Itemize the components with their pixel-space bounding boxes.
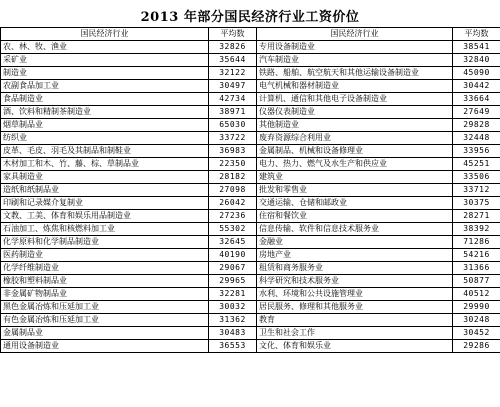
left-average-wage-cell: 65030 (209, 119, 257, 132)
left-average-wage-cell: 22350 (209, 158, 257, 171)
table-row (1, 67, 500, 80)
table-row (1, 197, 500, 210)
table-row (1, 119, 500, 132)
left-average-wage-cell: 27098 (209, 184, 257, 197)
right-industry-cell: 电力、热力、燃气及水生产和供应业 (257, 158, 453, 171)
right-industry-cell: 铁路、船舶、航空航天和其他运输设备制造业 (257, 67, 453, 80)
left-average-wage-cell: 32826 (209, 41, 257, 54)
left-industry-cell: 化学原料和化学制品制造业 (1, 236, 209, 249)
left-average-wage-cell: 38971 (209, 106, 257, 119)
right-average-wage-cell: 29990 (453, 301, 500, 314)
right-industry-cell: 住宿和餐饮业 (257, 210, 453, 223)
column-header-industry-right: 国民经济行业 (257, 28, 453, 41)
right-average-wage-cell: 50877 (453, 275, 500, 288)
right-average-wage-cell: 30248 (453, 314, 500, 327)
left-industry-cell: 农、林、牧、渔业 (1, 41, 209, 54)
left-industry-cell: 黑色金属冶炼和压延加工业 (1, 301, 209, 314)
right-average-wage-cell: 27649 (453, 106, 500, 119)
right-average-wage-cell: 29286 (453, 340, 500, 353)
table-row (1, 236, 500, 249)
left-industry-cell: 通用设备制造业 (1, 340, 209, 353)
left-industry-cell: 印刷和记录媒介复制业 (1, 197, 209, 210)
left-industry-cell: 食品制造业 (1, 93, 209, 106)
left-industry-cell: 采矿业 (1, 54, 209, 67)
right-industry-cell: 废弃资源综合利用业 (257, 132, 453, 145)
table-row (1, 145, 500, 158)
right-industry-cell: 文化、体育和娱乐业 (257, 340, 453, 353)
left-average-wage-cell: 31362 (209, 314, 257, 327)
left-industry-cell: 木材加工和木、竹、藤、棕、草制品业 (1, 158, 209, 171)
left-average-wage-cell: 32645 (209, 236, 257, 249)
right-industry-cell: 交通运输、仓储和邮政业 (257, 197, 453, 210)
right-industry-cell: 租赁和商务服务业 (257, 262, 453, 275)
right-average-wage-cell: 40512 (453, 288, 500, 301)
right-average-wage-cell: 30375 (453, 197, 500, 210)
right-average-wage-cell: 32448 (453, 132, 500, 145)
right-average-wage-cell: 33664 (453, 93, 500, 106)
right-industry-cell: 科学研究和技术服务业 (257, 275, 453, 288)
right-average-wage-cell: 32840 (453, 54, 500, 67)
left-average-wage-cell: 36553 (209, 340, 257, 353)
left-average-wage-cell: 27236 (209, 210, 257, 223)
left-industry-cell: 农副食品加工业 (1, 80, 209, 93)
table-row (1, 210, 500, 223)
left-industry-cell: 皮革、毛皮、羽毛及其制品和制鞋业 (1, 145, 209, 158)
right-industry-cell: 金融业 (257, 236, 453, 249)
right-industry-cell: 建筑业 (257, 171, 453, 184)
table-row (1, 184, 500, 197)
right-average-wage-cell: 54216 (453, 249, 500, 262)
right-industry-cell: 水利、环境和公共设施管理业 (257, 288, 453, 301)
left-average-wage-cell: 32281 (209, 288, 257, 301)
left-industry-cell: 非金属矿物制品业 (1, 288, 209, 301)
right-average-wage-cell: 30452 (453, 327, 500, 340)
left-average-wage-cell: 30032 (209, 301, 257, 314)
table-row (1, 275, 500, 288)
left-average-wage-cell: 29965 (209, 275, 257, 288)
right-industry-cell: 批发和零售业 (257, 184, 453, 197)
left-industry-cell: 纺织业 (1, 132, 209, 145)
table-row (1, 54, 500, 67)
table-row (1, 132, 500, 145)
left-industry-cell: 化学纤维制造业 (1, 262, 209, 275)
right-industry-cell: 房地产业 (257, 249, 453, 262)
left-average-wage-cell: 30483 (209, 327, 257, 340)
right-average-wage-cell: 45090 (453, 67, 500, 80)
right-industry-cell: 其他制造业 (257, 119, 453, 132)
right-industry-cell: 仪器仪表制造业 (257, 106, 453, 119)
table-row (1, 314, 500, 327)
table-header-row (1, 28, 500, 41)
column-header-avg-left: 平均数 (209, 28, 257, 41)
table-row (1, 288, 500, 301)
left-industry-cell: 橡胶和塑料制品业 (1, 275, 209, 288)
right-industry-cell: 居民服务、修理和其他服务业 (257, 301, 453, 314)
left-average-wage-cell: 29067 (209, 262, 257, 275)
right-average-wage-cell: 33712 (453, 184, 500, 197)
left-industry-cell: 烟草制品业 (1, 119, 209, 132)
left-average-wage-cell: 42734 (209, 93, 257, 106)
left-average-wage-cell: 26042 (209, 197, 257, 210)
left-industry-cell: 家具制造业 (1, 171, 209, 184)
right-average-wage-cell: 33956 (453, 145, 500, 158)
table-row (1, 158, 500, 171)
table-row (1, 249, 500, 262)
left-industry-cell: 医药制造业 (1, 249, 209, 262)
table-row (1, 262, 500, 275)
right-industry-cell: 专用设备制造业 (257, 41, 453, 54)
right-industry-cell: 金属制品、机械和设备修理业 (257, 145, 453, 158)
right-average-wage-cell: 30442 (453, 80, 500, 93)
right-average-wage-cell: 33506 (453, 171, 500, 184)
left-industry-cell: 金属制品业 (1, 327, 209, 340)
table-row (1, 171, 500, 184)
right-industry-cell: 电气机械和器材制造业 (257, 80, 453, 93)
right-industry-cell: 教育 (257, 314, 453, 327)
table-row (1, 340, 500, 353)
left-industry-cell: 制造业 (1, 67, 209, 80)
left-average-wage-cell: 28182 (209, 171, 257, 184)
left-industry-cell: 文教、工美、体育和娱乐用品制造业 (1, 210, 209, 223)
left-average-wage-cell: 32122 (209, 67, 257, 80)
right-average-wage-cell: 45251 (453, 158, 500, 171)
left-industry-cell: 造纸和纸制品业 (1, 184, 209, 197)
left-industry-cell: 有色金属冶炼和压延加工业 (1, 314, 209, 327)
table-row (1, 93, 500, 106)
right-industry-cell: 卫生和社会工作 (257, 327, 453, 340)
column-header-industry-left: 国民经济行业 (1, 28, 209, 41)
wage-table (0, 27, 500, 353)
left-average-wage-cell: 33722 (209, 132, 257, 145)
left-average-wage-cell: 40190 (209, 249, 257, 262)
table-row (1, 301, 500, 314)
left-average-wage-cell: 55302 (209, 223, 257, 236)
left-average-wage-cell: 36983 (209, 145, 257, 158)
left-industry-cell: 石油加工、炼焦和核燃料加工业 (1, 223, 209, 236)
table-row (1, 223, 500, 236)
left-average-wage-cell: 30497 (209, 80, 257, 93)
right-average-wage-cell: 31366 (453, 262, 500, 275)
right-average-wage-cell: 28271 (453, 210, 500, 223)
table-row (1, 41, 500, 54)
right-industry-cell: 计算机、通信和其他电子设备制造业 (257, 93, 453, 106)
right-industry-cell: 信息传输、软件和信息技术服务业 (257, 223, 453, 236)
left-industry-cell: 酒、饮料和精制茶制造业 (1, 106, 209, 119)
right-average-wage-cell: 38392 (453, 223, 500, 236)
column-header-avg-right: 平均数 (453, 28, 500, 41)
right-average-wage-cell: 29828 (453, 119, 500, 132)
page-title: 2013 年部分国民经济行业工资价位 (140, 10, 360, 25)
table-row (1, 80, 500, 93)
table-row (1, 106, 500, 119)
right-average-wage-cell: 38541 (453, 41, 500, 54)
right-average-wage-cell: 71286 (453, 236, 500, 249)
table-row (1, 327, 500, 340)
right-industry-cell: 汽车制造业 (257, 54, 453, 67)
left-average-wage-cell: 35644 (209, 54, 257, 67)
